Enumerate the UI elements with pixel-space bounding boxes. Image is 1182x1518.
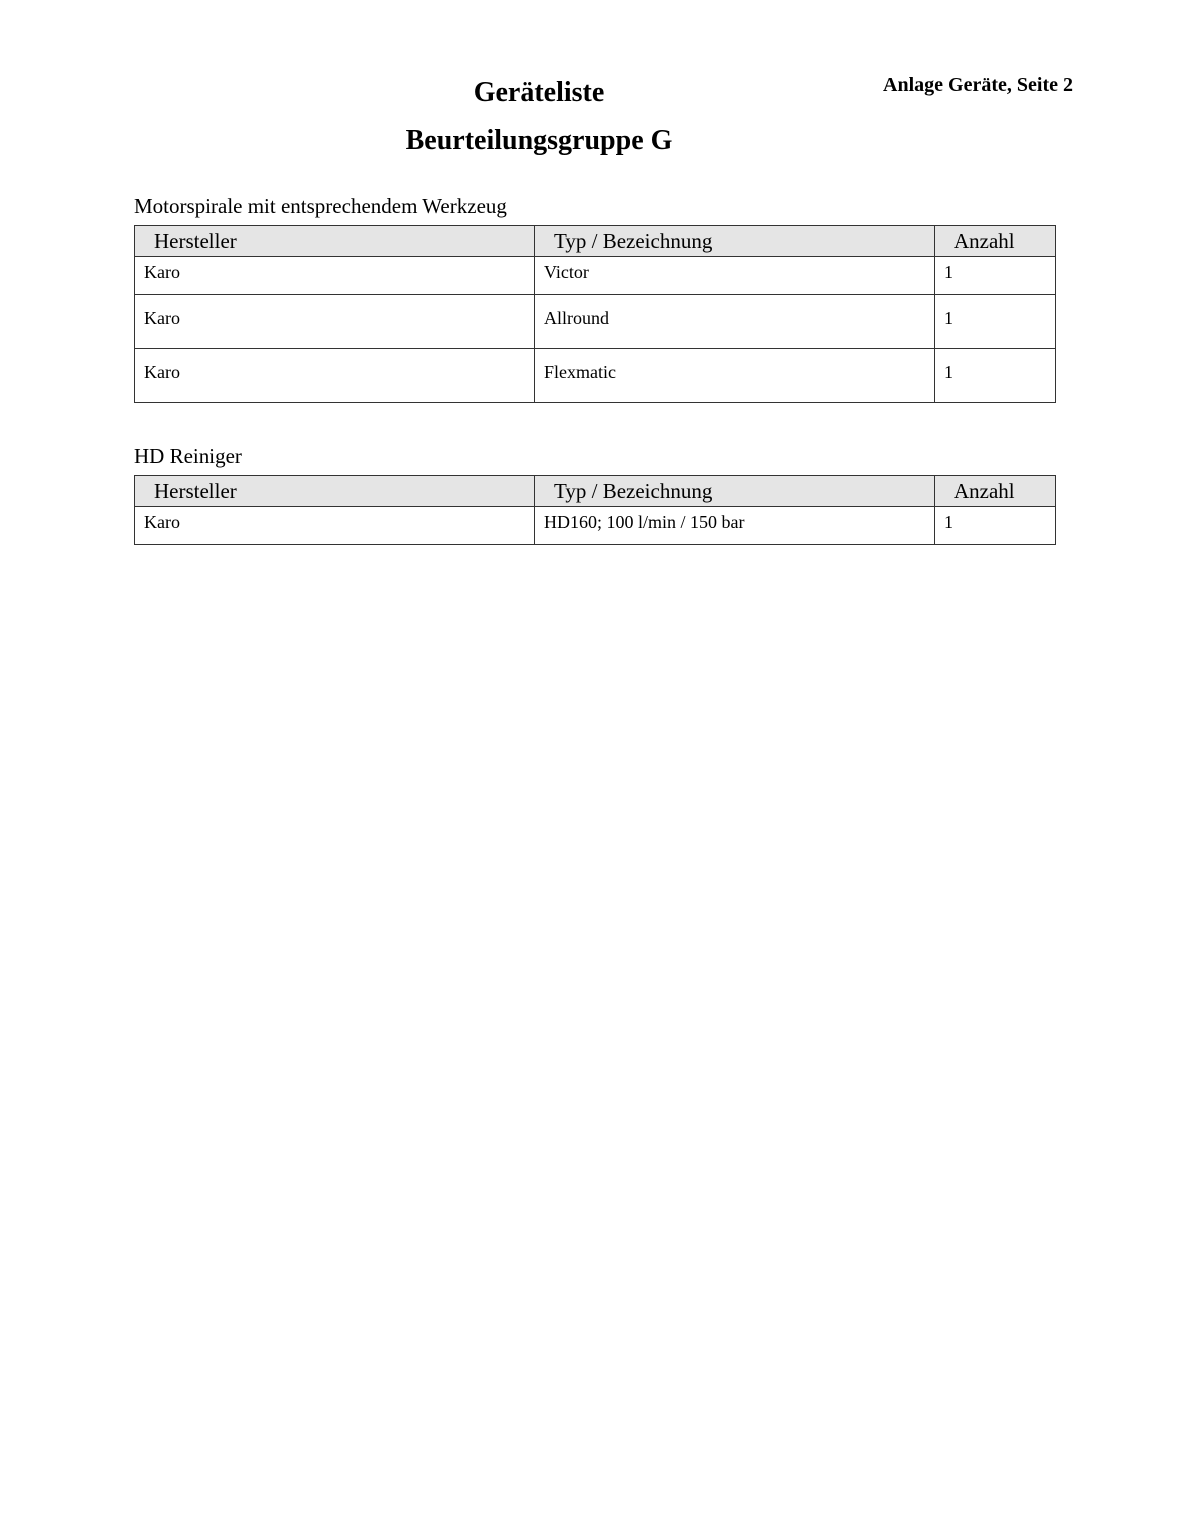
equipment-table-hd-reiniger <box>134 475 1056 545</box>
column-header-typ: Typ / Bezeichnung <box>535 226 935 257</box>
cell-anzahl: 1 <box>935 349 1056 403</box>
section-caption-hd-reiniger: HD Reiniger <box>134 444 242 468</box>
column-header-typ: Typ / Bezeichnung <box>535 476 935 507</box>
column-header-anzahl: Anzahl <box>935 476 1056 507</box>
cell-anzahl: 1 <box>935 257 1056 295</box>
table-header-row <box>135 226 1056 257</box>
table-row <box>135 349 1056 403</box>
column-header-hersteller: Hersteller <box>135 476 535 507</box>
page-label: Anlage Geräte, Seite 2 <box>883 74 1073 96</box>
cell-anzahl: 1 <box>935 507 1056 545</box>
cell-typ: Flexmatic <box>535 349 935 403</box>
cell-hersteller: Karo <box>135 257 535 295</box>
table-row <box>135 295 1056 349</box>
table-header-row <box>135 476 1056 507</box>
cell-hersteller: Karo <box>135 295 535 349</box>
table-row <box>135 257 1056 295</box>
cell-typ: Victor <box>535 257 935 295</box>
table-row <box>135 507 1056 545</box>
cell-hersteller: Karo <box>135 349 535 403</box>
cell-typ: HD160; 100 l/min / 150 bar <box>535 507 935 545</box>
cell-hersteller: Karo <box>135 507 535 545</box>
cell-typ: Allround <box>535 295 935 349</box>
document-subtitle: Beurteilungsgruppe G <box>405 125 673 156</box>
column-header-anzahl: Anzahl <box>935 226 1056 257</box>
column-header-hersteller: Hersteller <box>135 226 535 257</box>
equipment-table-motorspirale <box>134 225 1056 403</box>
section-caption-motorspirale: Motorspirale mit entsprechendem Werkzeug <box>134 194 507 218</box>
cell-anzahl: 1 <box>935 295 1056 349</box>
document-title: Geräteliste <box>473 77 605 108</box>
